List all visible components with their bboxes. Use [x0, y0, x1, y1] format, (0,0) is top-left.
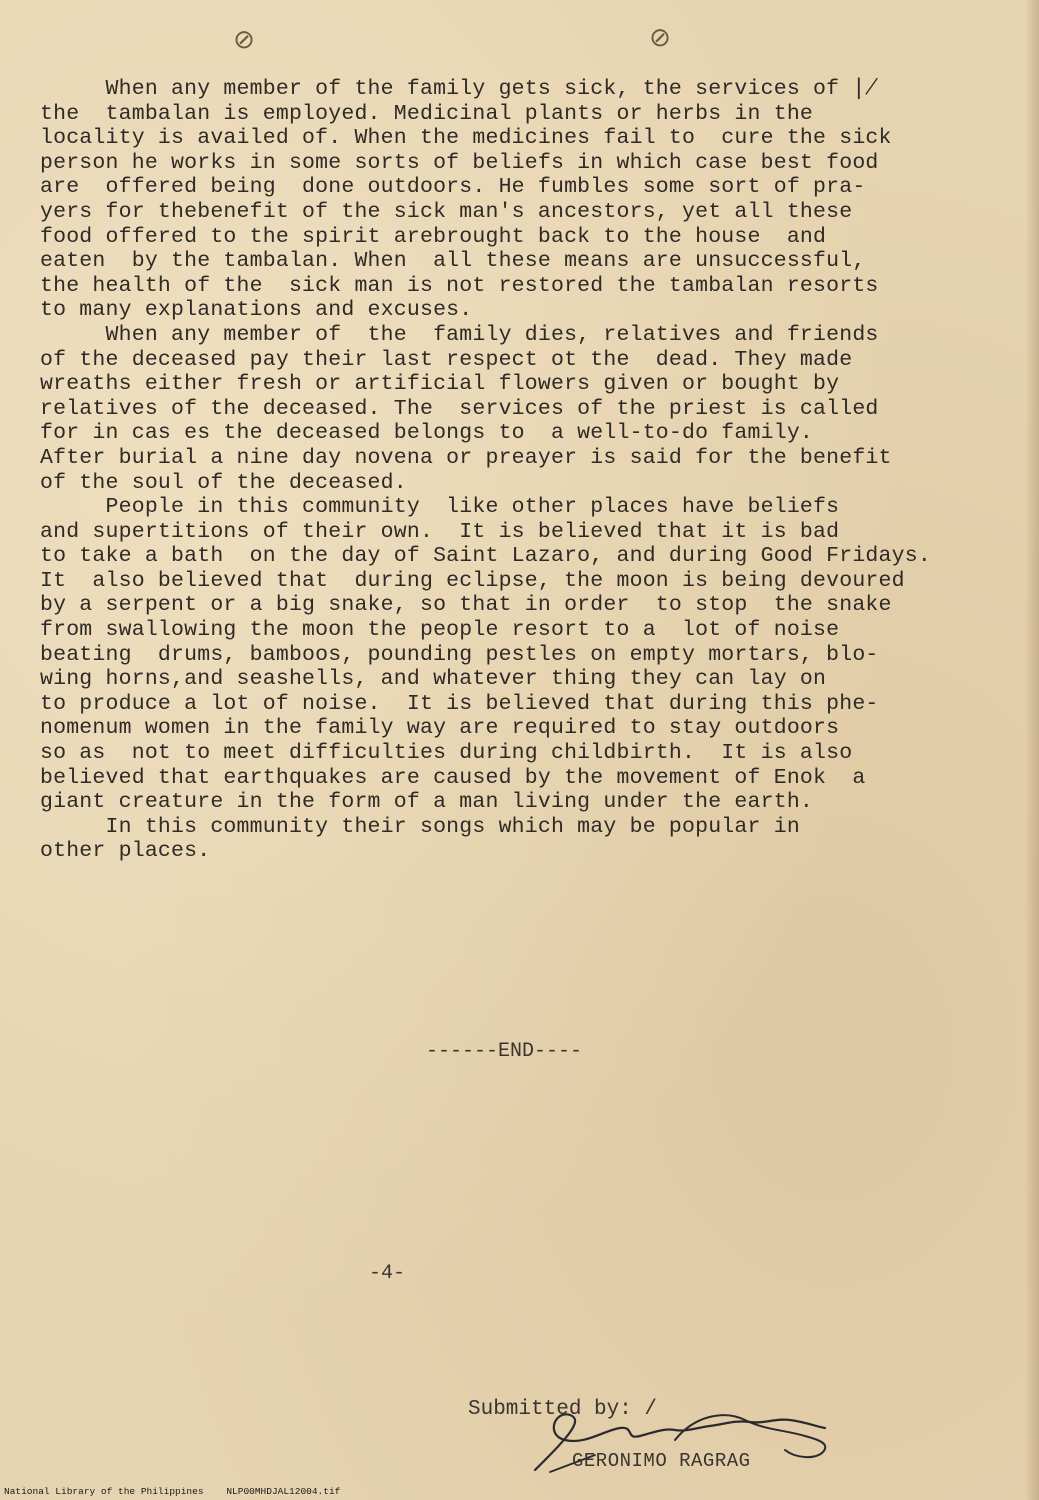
archive-footer: National Library of the Philippines NLP00MHDJAL12004.tif [4, 1486, 341, 1497]
end-mark: ------END---- [426, 1040, 583, 1063]
typed-name: GERONIMO RAGRAG [572, 1450, 751, 1472]
punch-hole-mark-left-icon: ⊘ [233, 25, 255, 55]
page-number: -4- [369, 1262, 406, 1285]
document-body-text: When any member of the family gets sick, the services of ∤ the tambalan is employed. Medicinal plants or herbs in the locality is availed of. When the medicines fail to cure the sick person he works in some sorts of beliefs in which case best food are offered being done outdoors. He fumbles some sort of pra- yers for thebenefit of the sick man's ancestors, yet all these food offered to the spirit arebrought back to the house and eaten by the tambalan. When all these means are unsuccessful, the health of the sick man is not restored the tambalan resorts to many explanations and excuses. When any member of the family dies, relatives and friends of the deceased pay their last respect ot the dead. They made wreaths either fresh or artificial flowers given or bought by relatives of the deceased. The services of the priest is called for in cas es the deceased belongs to a well-to-do family. After burial a nine day novena or preayer is said for the benefit of the soul of the deceased. People in this community like other places have beliefs and supertitions of their own. It is believed that it is bad to take a bath on the day of Saint Lazaro, and during Good Fridays. It also believed that during eclipse, the moon is being devoured by a serpent or a big snake, so that in order to stop the snake from swallowing the moon the people resort to a lot of noise beating drums, bamboos, pounding pestles on empty mortars, blo- wing horns,and seashells, and whatever thing they can lay on to produce a lot of noise. It is believed that during this phe- nomenum women in the family way are required to stay outdoors so as not to meet difficulties during childbirth. It is also believed that earthquakes are caused by the movement of Enok a giant creature in the form of a man living under the earth. In this community their songs which may be popular in other places. [40, 77, 931, 864]
punch-hole-mark-right-icon: ⊘ [649, 23, 671, 53]
submitted-by-label: Submitted by: / [468, 1398, 658, 1421]
